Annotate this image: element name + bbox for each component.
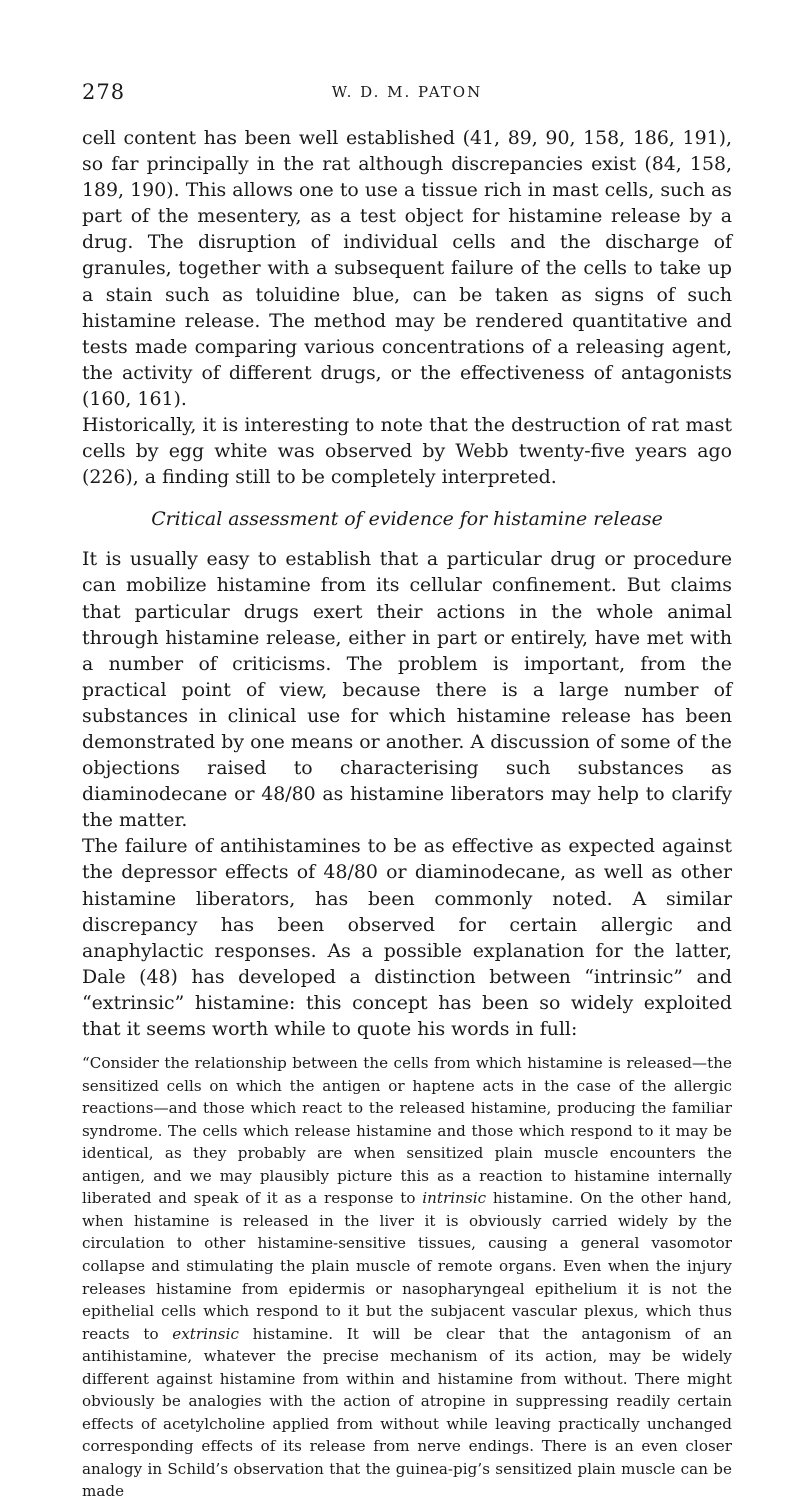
quote-emphasis-intrinsic: intrinsic bbox=[422, 1189, 487, 1208]
quote-text bbox=[82, 1052, 732, 1503]
body-text bbox=[82, 125, 732, 1503]
quote-part-1: “Consider the relationship between the cells from which histamine is released—the sensitized cells on which the antigen or haptene acts in the case of the allergic reactions—and those which react to the released histamine, producing the familiar syndrome. The cells which release histamine and those which respond to it may be identical, as they probably are when sensitized plain muscle encounters the antigen, and we may plausibly picture this as a reaction to histamine internally liberated and speak of it as a response to bbox=[82, 1054, 732, 1208]
paragraph-criticisms: It is usually easy to establish that a particular drug or procedure can mobilize histamine from its cellular confinement. But claims that particular drugs exert their actions in the whole animal through histamine release, either in part or entirely, have met with a number of criticisms. The problem is important, from the practical point of view, because there is a large number of substances in clinical use for which histamine release has been demonstrated by one means or another. A discussion of some of the objections raised to characterising such substances as diaminodecane or 48/80 as histamine liberators may help to clarify the matter. bbox=[82, 548, 732, 832]
block-quote bbox=[82, 1052, 732, 1503]
paragraph-mast-cells: cell content has been well established (41, 89, 90, 158, 186, 191), so far principally in the rat although discrepancies exist (84, 158, 189, 190). This allows one to use a tissue rich in mast cells, such as part of the mesentery, as a test object for histamine release by a drug. The disruption of individual cells and the discharge of granules, together with a subsequent failure of the cells to take up a stain such as toluidine blue, can be taken as signs of such histamine release. The method may be rendered quantitative and tests made comparing various concentrations of a releasing agent, the activity of different drugs, or the effectiveness of antagonists (160, 161). bbox=[82, 127, 732, 410]
quote-part-2: histamine. On the other hand, when histamine is released in the liver it is obviously carried widely by the circulation to other histamine-sensitive tissues, causing a general vasomotor collapse and stimulating the plain muscle of remote organs. Even when the injury releases histamine from epidermis or nasopharyngeal epithelium it is not the epithelial cells which respond to it but the subjacent vascular plexus, which thus reacts to bbox=[82, 1189, 732, 1343]
quote-part-3: histamine. It will be clear that the antagonism of an antihistamine, whatever the precise mechanism of its action, may be widely different against histamine from within and histamine from without. There might obviously be analogies with the action of atropine in suppressing readily certain effects of acetylcholine applied from without while leaving practically unchanged corresponding effects of its release from nerve endings. There is an even closer analogy in Schild’s observation that the guinea-pig’s sensitized plain muscle can be made bbox=[82, 1324, 732, 1501]
paragraph-historically: Historically, it is interesting to note that the destruction of rat mast cells by egg white was observed by Webb twenty-five years ago (226), a finding still to be completely interpreted. bbox=[82, 414, 732, 489]
section-heading: Critical assessment of evidence for histamine release bbox=[151, 508, 663, 531]
quote-emphasis-extrinsic: extrinsic bbox=[172, 1324, 239, 1343]
running-head bbox=[82, 80, 732, 106]
paragraph-antihistamines: The failure of antihistamines to be as effective as expected against the depressor effects of 48/80 or diaminodecane, as well as other histamine liberators, has been commonly noted. A similar discrepancy has been observed for certain allergic and anaphylactic responses. As a possible explanation for the latter, Dale (48) has developed a distinction between “intrinsic” and “extrinsic” histamine: this concept has been so widely exploited that it seems worth while to quote his words in full: bbox=[82, 835, 732, 1040]
page-number: 278 bbox=[82, 80, 126, 104]
running-head-author: W. D. M. PATON bbox=[331, 83, 483, 101]
